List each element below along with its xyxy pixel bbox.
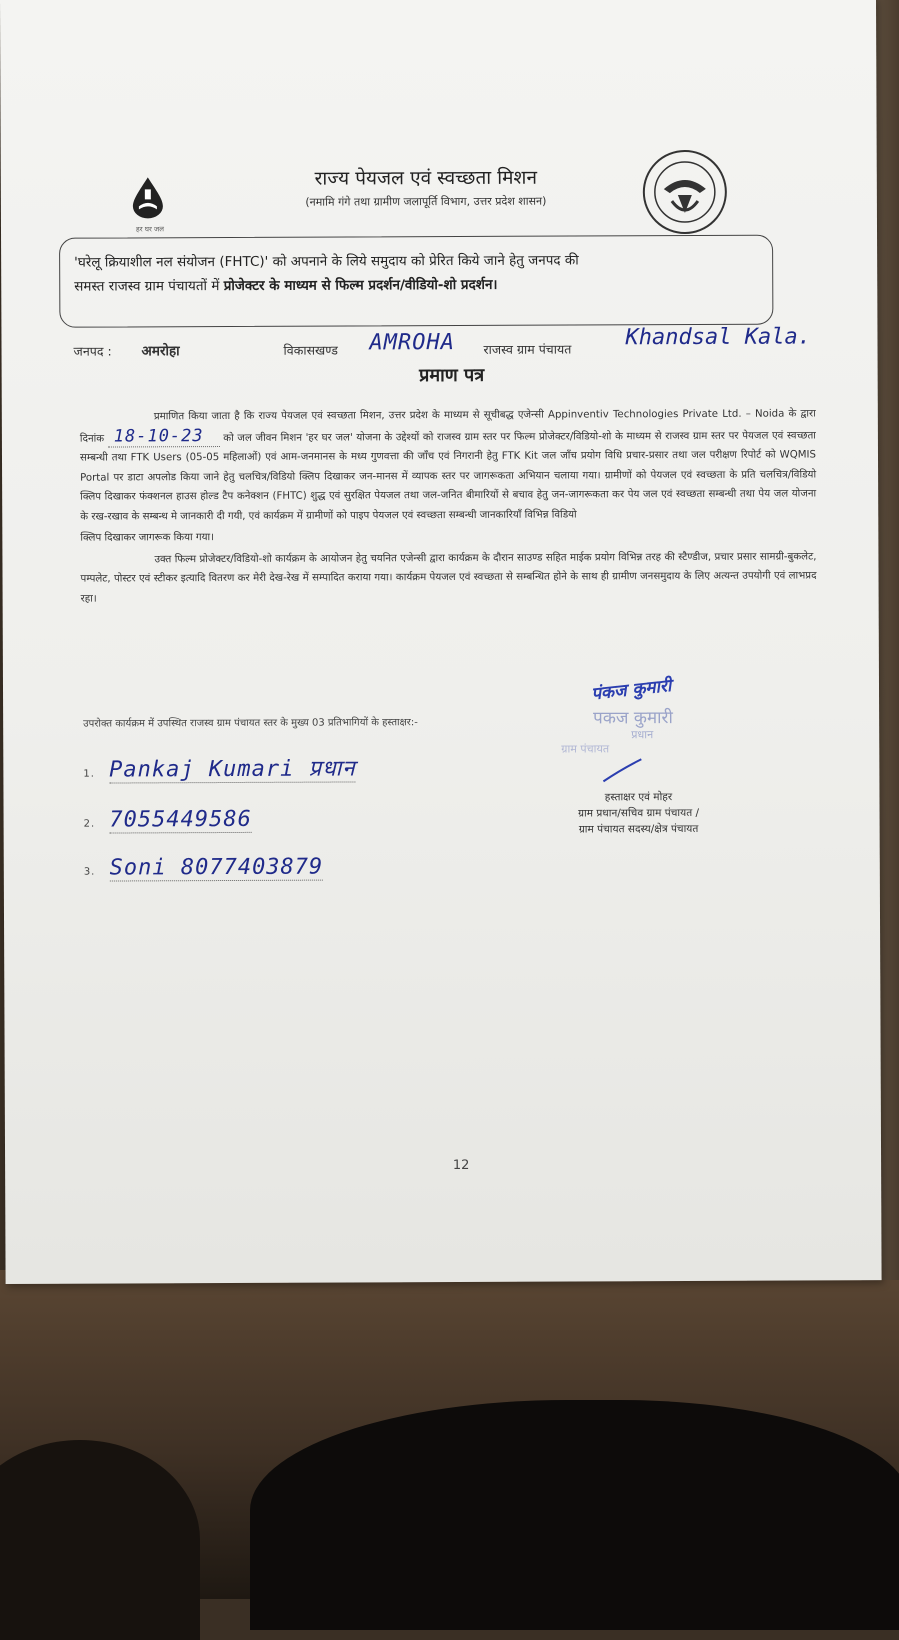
panchayat-value: Khandsal Kala. bbox=[625, 324, 811, 351]
pradhan-signature: पंकज कुमारी bbox=[590, 675, 673, 705]
paragraph-2: उक्त फिल्म प्रोजेक्टर/विडियो-शो कार्यक्रम के आयोजन हेतु चयनित एजेन्सी द्वारा कार्यक्रम के दौरान साउण्ड सहित माईक प्रयोग विभिन्न तरह की स्टैण्डीज, प्रचार प्रसार सामग्री-बुकलेट, पम्पलेट, पोस्टर एवं स्टीकर इत्यादि वितरण कर मेरी देख-रेख में सम्पादित कराया गया। कार्यक्रम पेयजल एवं स्वच्छता से सम्बन्धित होने के साथ ही ग्रामीण जनसमुदाय के लिए अत्यन्त उपयोगी एवं लाभप्रद रहा। bbox=[80, 550, 817, 605]
stamp-role: प्रधान bbox=[631, 728, 654, 742]
participant-3-number: 3. bbox=[83, 866, 96, 878]
signature-stroke bbox=[601, 755, 645, 785]
sign-and-seal-label: हस्ताक्षर एवं मोहर bbox=[604, 791, 673, 804]
paragraph-1-end: क्लिप दिखाकर जागरूक किया गया। bbox=[80, 532, 215, 544]
page-number: 12 bbox=[452, 1157, 470, 1174]
participant-1-number: 1. bbox=[83, 768, 95, 780]
district-label: जनपद : bbox=[73, 343, 112, 359]
panchayat-label: राजस्व ग्राम पंचायत bbox=[483, 341, 572, 357]
participant-2 bbox=[84, 807, 252, 838]
event-date: 18-10-23 bbox=[108, 426, 220, 447]
banner-line2-bold: प्रोजेक्टर के माध्यम से फिल्म प्रदर्शन/वीडियो-शो प्रदर्शन। bbox=[223, 276, 498, 295]
district-value: अमरोहा bbox=[141, 343, 180, 360]
block-label: विकासखण्ड bbox=[283, 342, 338, 358]
paragraph-1-rest: को जल जीवन मिशन 'हर घर जल' योजना के उद्देश्यों को राजस्व ग्राम स्तर पर फिल्म प्रोजेक्टर/विडियो-शो के माध्यम से राजस्व ग्राम स्तर पर पेयजल एवं स्वच्छता सम्बन्धी तथा FTK Users (05-05 महिलाओं) एवं आम-जनमानस के मध्य गुणवत्ता की जाँच एवं निगरानी हेतु FTK Kit जल जाँच प्रयोग विधि प्रचार-प्रसार तथा जल परीक्षण रिपोर्ट को WQMIS Portal पर डाटा अपलोड किया जाने हेतु चलचित्र/विडियो क्लिप दिखाकर जन-मानस में व्यापक स्तर पर जागरूकता अभियान चलाया गया। ग्रामीणों को पेयजल एवं स्वच्छता के प्रति चलचित्र/विडियो क्लिप दिखाकर फंक्शनल हाउस होल्ड टैप कनेक्शन (FHTC) शुद्ध एवं सुरक्षित पेयजल तथा जल-जनित बीमारियों से बचाव हेतु जन-जागरूकता कर पेय जल एवं स्वच्छता सम्बन्धी तथा पेय जल योजना के रख-रखाव के सम्बन्ध मे जानकारी दी गयी, एवं कार्यक्रम में ग्रामीणों को पाइप पेयजल एवं स्वच्छता सम्बन्धी जानकारियॉं विभिन्न विडियो bbox=[79, 429, 817, 523]
mission-subtitle: (नमामि गंगे तथा ग्रामीण जलापूर्ति विभाग, उत्तर प्रदेश शासन) bbox=[305, 194, 547, 209]
banner-line2: समस्त राजस्व ग्राम पंचायतों में bbox=[74, 278, 224, 295]
certificate-heading: प्रमाण पत्र bbox=[419, 364, 485, 387]
certificate-body bbox=[80, 404, 817, 610]
stamp-place: ग्राम पंचायत bbox=[561, 742, 610, 756]
signatory-block bbox=[523, 789, 753, 838]
water-drop-logo-icon bbox=[125, 175, 171, 219]
participant-2-text: 7055449586 bbox=[109, 806, 252, 833]
shadow-foreground bbox=[250, 1400, 899, 1630]
paragraph-1 bbox=[80, 404, 817, 526]
up-government-seal-icon bbox=[642, 149, 728, 235]
signatory-role-1: ग्राम प्रधान/सचिव ग्राम पंचायत / bbox=[578, 806, 700, 820]
official-stamp bbox=[551, 669, 751, 756]
participant-3-text: Soni 8077403879 bbox=[109, 854, 324, 881]
paragraph-1-start: प्रमाणित किया जाता है कि राज्य पेयजल एवं स्वच्छता मिशन, उत्तर प्रदेश के माध्यम से सूचीबद्ध एजेन्सी Appinventiv Technologies Private Ltd. – Noida के द्वारा दिनांक bbox=[79, 408, 816, 445]
signatory-role-2: ग्राम पंचायत सदस्य/क्षेत्र पंचायत bbox=[578, 822, 699, 836]
mission-title: राज्य पेयजल एवं स्वच्छता मिशन bbox=[314, 166, 538, 190]
banner-line1: 'घरेलू क्रियाशील नल संयोजन (FHTC)' को अपनाने के लिये समुदाय को प्रेरित किये जाने हेतु जनपद की bbox=[74, 252, 579, 271]
participant-1-text: Pankaj Kumari प्रधान bbox=[109, 756, 356, 783]
participant-2-number: 2. bbox=[83, 818, 96, 830]
subject-banner bbox=[59, 235, 773, 328]
banner-text bbox=[74, 248, 764, 299]
logo-caption: हर घर जल bbox=[135, 225, 165, 234]
participant-1 bbox=[83, 756, 355, 787]
participant-3 bbox=[84, 855, 324, 886]
block-value: AMROHA bbox=[369, 330, 456, 356]
stamp-name: पकज कुमारी bbox=[593, 708, 673, 729]
participants-note: उपरोक्त कार्यक्रम में उपस्थित राजस्व ग्राम पंचायत स्तर के मुख्य 03 प्रतिभागियों के हस्ताक्षर:- bbox=[83, 717, 418, 730]
